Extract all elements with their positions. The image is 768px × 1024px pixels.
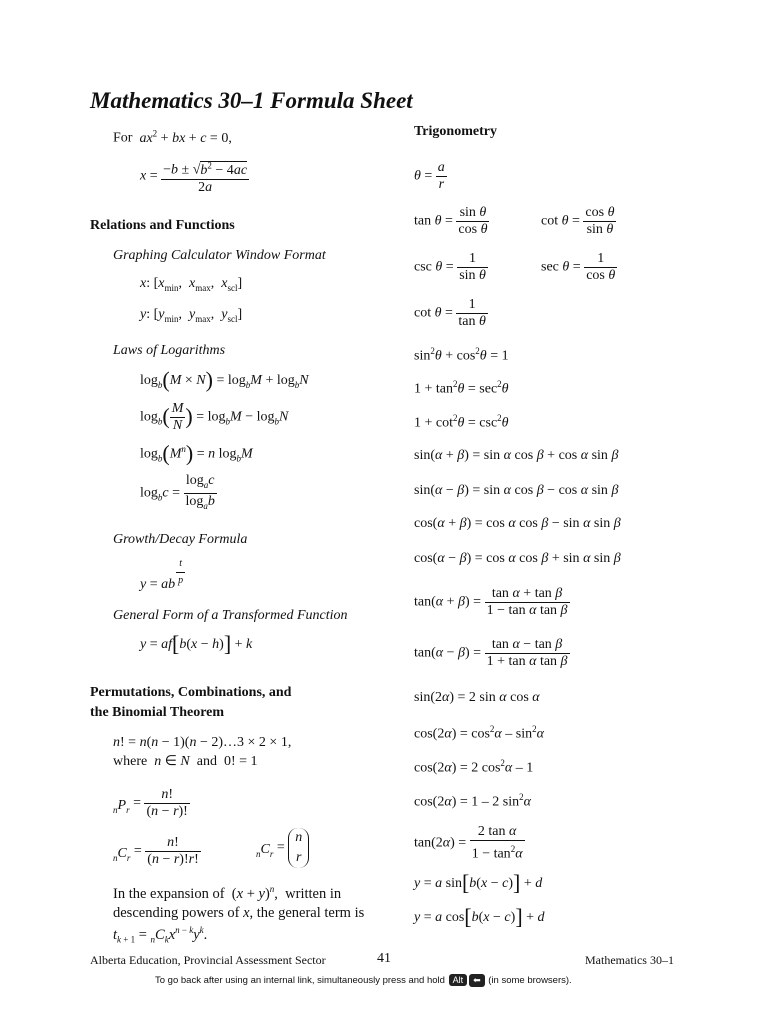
sin-double: sin(2α) = 2 sin α cos α — [414, 690, 540, 705]
window-x: x: [$x_{min}$, $x_{max}$, $x_{scl}$] — [140, 276, 243, 293]
cos-double-3: cos(2α) = 1 – 2 $\sin^2\alpha$ — [414, 792, 531, 810]
navigation-hint — [155, 974, 572, 987]
sin-diff: sin(α − β) = sin α cos β − cos α sin β — [414, 483, 619, 498]
cot-ratio: cot θ = $\frac{\text{cos θ}}{\text{sin θ}}$ — [541, 205, 615, 237]
factorial-domain: where n ∈ N and 0! = 1 — [113, 754, 258, 769]
log-change-base: $\log_bc$ = $\frac{\log_ac}{\log_ab}$ — [140, 473, 215, 511]
expansion-line-2: descending powers of x, the general term is — [113, 905, 365, 921]
page-title: Mathematics 30–1 Formula Sheet — [90, 88, 413, 113]
sin-sum: sin(α + β) = sin α cos β + cos α sin β — [414, 448, 619, 463]
log-product: $\log_b(M \times N) = \log_bM + \log_bN$ — [140, 367, 309, 392]
perms-heading-1: Permutations, Combinations, and — [90, 685, 292, 700]
window-y: y: [$y_{min}$, $y_{max}$, $y_{scl}$] — [140, 307, 243, 324]
logs-heading: Laws of Logarithms — [113, 343, 226, 358]
csc-recip: csc θ = $\frac{1}{\text{sin θ}}$ — [414, 251, 486, 283]
window-heading: Graphing Calculator Window Format — [113, 248, 326, 263]
pythagorean-2: $1 + \tan^2\theta = \sec^2\theta$ — [414, 379, 509, 397]
cot-recip: cot θ = $\frac{1}{\text{tan θ}}$ — [414, 297, 486, 329]
combination-formula: $_nC_r$ = $\frac{n!}{(n - r)!r!}$ — [113, 835, 199, 867]
transform-heading: General Form of a Transformed Function — [113, 608, 348, 623]
perms-heading-2: the Binomial Theorem — [90, 705, 225, 720]
cos-double-1: $\cos(2\alpha) = \cos^2\alpha - \sin^2\alpha$ — [414, 724, 544, 742]
tan-sum: tan(α + β) = $\frac{\text{tan α + tan β}}{\text{1 − tan α tan β}}$ — [414, 586, 568, 618]
quadratic-formula: x = $\frac{-b \pm √b^2 - 4ac}{2a}$ — [140, 157, 249, 196]
for-label: For — [113, 130, 133, 146]
growth-heading: Growth/Decay Formula — [113, 532, 248, 547]
pythagorean-3: $1 + \cot^2\theta = \csc^2\theta$ — [414, 413, 509, 431]
nav-text-before: To go back after using an internal link, simultaneously press and hold — [155, 975, 445, 986]
tan-ratio: tan θ = $\frac{\text{sin θ}}{\text{cos θ}}$ — [414, 205, 488, 237]
sec-recip: sec θ = $\frac{1}{\text{cos θ}}$ — [541, 251, 616, 283]
growth-formula: y = ab $\frac{t}{p}$ — [140, 558, 184, 592]
cos-general: y = a cos[b(x − c)] + d — [414, 904, 545, 929]
expansion-line-3: $t_{k + 1} = _nC_kx^{n - k}y^k$. — [113, 925, 208, 945]
radian-formula: θ = $\frac{a}{r}$ — [414, 160, 445, 192]
quadratic-eq: $ax^2$ + bx + c = 0, — [139, 128, 232, 146]
footer-left: Alberta Education, Provincial Assessment Sector — [90, 953, 326, 967]
left-arrow-key-icon: ⬅ — [469, 974, 485, 987]
trig-heading: Trigonometry — [414, 124, 497, 139]
footer-right: Mathematics 30–1 — [585, 953, 674, 967]
sin-general: y = a sin[b(x − c)] + d — [414, 870, 543, 895]
page-number: 41 — [377, 951, 391, 966]
combination-binom: $_nC_r = n$ r — [256, 828, 309, 868]
alt-key-icon: Alt — [449, 974, 468, 986]
log-power: $\log_b(M^n) = n$ $\log_bM$ — [140, 440, 253, 466]
cos-diff: cos(α − β) = cos α cos β + sin α sin β — [414, 551, 621, 566]
pythagorean-1: $\sin^2\theta + \cos^2\theta = 1$ — [414, 346, 509, 364]
transform-formula: y = af[b(x − h)] + k — [140, 631, 253, 656]
expansion-line-1: In the expansion of $(x + y)^n$, written in — [113, 884, 342, 902]
tan-double: tan(2α) = $\frac{\text{2 tan α}}{1 - \tan^2\alpha}$ — [414, 824, 523, 862]
log-quotient: $\log_b$( $\frac{M}{N}$ ) = $\log_bM - \log_bN$ — [140, 401, 289, 433]
permutation-formula: $_nP_r$ = $\frac{n!}{(n - r)!}$ — [113, 787, 188, 819]
cos-double-2: cos(2α) = 2 $\cos^2\alpha - 1$ — [414, 758, 534, 776]
relations-heading: Relations and Functions — [90, 218, 235, 233]
cos-sum: cos(α + β) = cos α cos β − sin α sin β — [414, 516, 621, 531]
tan-diff: tan(α − β) = $\frac{\text{tan α − tan β}}{\text{1 + tan α tan β}}$ — [414, 637, 568, 669]
nav-text-after: (in some browsers). — [488, 975, 572, 986]
factorial-def: n! = n(n − 1)(n − 2)…3 × 2 × 1, — [113, 735, 292, 750]
quadratic-equation — [113, 128, 232, 147]
